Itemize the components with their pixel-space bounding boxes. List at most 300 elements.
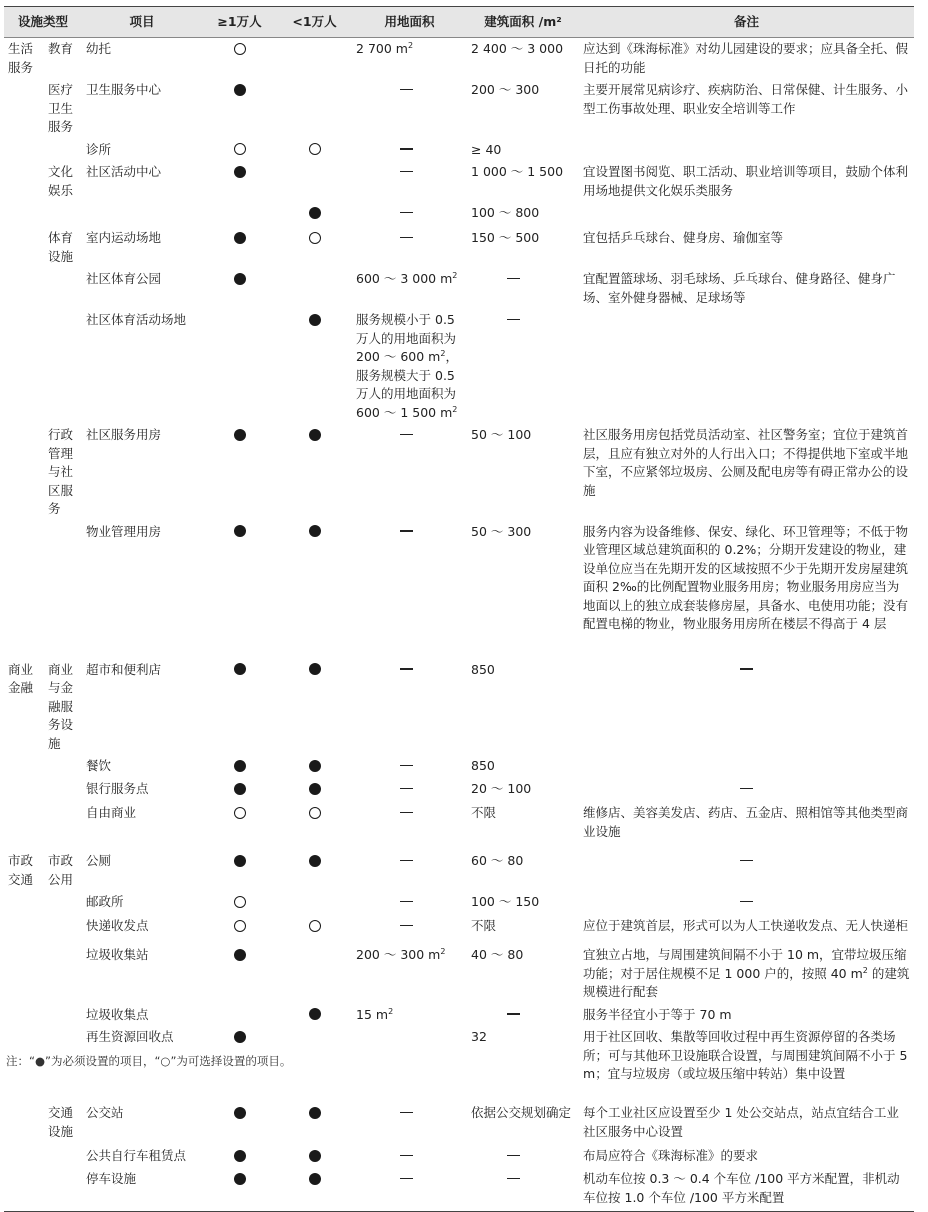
empty-dash <box>400 1155 413 1157</box>
over-10k-cell <box>202 1004 277 1027</box>
item-cell-text: 快递收发点 <box>86 918 149 933</box>
remarks-cell <box>579 38 914 80</box>
header-building-area: 建筑面积 /m² <box>467 7 579 38</box>
item-cell-text: 餐饮 <box>86 758 112 773</box>
empty-dash <box>507 319 520 321</box>
category-cell <box>4 938 44 1004</box>
over-10k-cell <box>202 891 277 915</box>
category-cell <box>4 1145 44 1168</box>
land-area-cell <box>352 268 467 309</box>
over-10k-cell <box>202 227 277 268</box>
under-10k-cell <box>277 915 352 938</box>
table-row <box>4 38 914 80</box>
item-cell-text: 社区体育活动场地 <box>86 312 187 327</box>
table-row <box>4 1168 914 1212</box>
item-cell <box>82 161 202 202</box>
subcategory-cell-text: 医疗卫生服务 <box>48 82 74 134</box>
land-area-cell <box>352 755 467 778</box>
subcategory-cell <box>44 309 82 424</box>
building-area-cell <box>467 202 579 227</box>
item-cell <box>82 1168 202 1212</box>
building-area-cell-text: 100 ～ 150 <box>471 894 540 909</box>
empty-dash <box>740 860 753 862</box>
empty-dash <box>400 925 413 927</box>
table-row <box>4 778 914 802</box>
land-area-cell-text: 2 700 $m^2$ <box>356 40 414 56</box>
category-cell <box>4 1168 44 1212</box>
subcategory-cell-text: 文化娱乐 <box>48 164 74 198</box>
header-over-10k: ≥1万人 <box>202 7 277 38</box>
over-10k-cell <box>202 1168 277 1212</box>
category-cell <box>4 38 44 80</box>
building-area-cell-text: 不限 <box>471 918 497 933</box>
subcategory-cell-text: 体育设施 <box>48 230 74 264</box>
item-cell-text: 公交站 <box>86 1105 124 1120</box>
remarks-cell-text: 维修店、美容美发店、药店、五金店、照相馆等其他类型商业设施 <box>583 805 909 839</box>
building-area-cell <box>467 139 579 162</box>
item-cell <box>82 424 202 521</box>
remarks-cell-text: 用于社区回收、集散等回收过程中再生资源停留的各类场所；可与其他环卫设施联合设置，与周围建筑间隔不小于 5 m；宜与垃圾房（或垃圾压缩中转站）集中设置 <box>583 1029 908 1081</box>
land-area-cell <box>352 309 467 424</box>
required-dot-icon <box>309 429 321 441</box>
remarks-cell-text: 宜独立占地，与周围建筑间隔不小于 10 m，宜带垃圾压缩功能；对于居住规模不足 1 000 户的，按照 40 $m^2$ 的建筑规模进行配套 <box>583 947 910 999</box>
under-10k-cell <box>277 1145 352 1168</box>
subcategory-cell <box>44 139 82 162</box>
required-dot-icon <box>309 663 321 675</box>
category-cell <box>4 891 44 915</box>
item-cell <box>82 1102 202 1145</box>
table-row <box>4 268 914 309</box>
building-area-cell <box>467 1026 579 1102</box>
item-cell <box>82 915 202 938</box>
land-area-cell <box>352 915 467 938</box>
land-area-cell <box>352 1102 467 1145</box>
table-row <box>4 938 914 1004</box>
empty-dash <box>507 1155 520 1157</box>
item-cell-text: 停车设施 <box>86 1171 137 1186</box>
building-area-cell <box>467 915 579 938</box>
empty-dash <box>740 901 753 903</box>
subcategory-cell <box>44 227 82 268</box>
required-dot-icon <box>234 949 246 961</box>
optional-circle-icon <box>234 43 246 55</box>
empty-dash <box>400 668 413 670</box>
under-10k-cell <box>277 309 352 424</box>
remarks-cell-text: 应达到《珠海标准》对幼儿园建设的要求；应具备全托、假日托的功能 <box>583 41 909 75</box>
building-area-cell-text: 40 ～ 80 <box>471 947 524 962</box>
building-area-cell <box>467 38 579 80</box>
remarks-cell <box>579 268 914 309</box>
subcategory-cell <box>44 1145 82 1168</box>
subcategory-cell <box>44 755 82 778</box>
empty-dash <box>740 788 753 790</box>
item-cell <box>82 802 202 844</box>
required-dot-icon <box>309 1107 321 1119</box>
building-area-cell-text: 1 000 ～ 1 500 <box>471 164 564 179</box>
item-cell-text: 卫生服务中心 <box>86 82 162 97</box>
required-dot-icon <box>309 783 321 795</box>
remarks-cell <box>579 79 914 139</box>
category-cell <box>4 521 44 653</box>
remarks-cell <box>579 1026 914 1102</box>
category-cell-text: 商业金融 <box>8 661 34 695</box>
category-cell <box>4 755 44 778</box>
table-row <box>4 891 914 915</box>
subcategory-cell <box>44 161 82 202</box>
category-cell <box>4 1102 44 1145</box>
land-area-cell <box>352 844 467 891</box>
item-cell-text: 自由商业 <box>86 805 137 820</box>
header-remarks: 备注 <box>579 7 914 38</box>
empty-dash <box>400 1112 413 1114</box>
over-10k-cell <box>202 521 277 653</box>
subcategory-cell-text: 商业与金融服务设施 <box>48 661 74 751</box>
building-area-cell-text: 20 ～ 100 <box>471 781 532 796</box>
table-row <box>4 79 914 139</box>
land-area-cell <box>352 424 467 521</box>
empty-dash <box>400 812 413 814</box>
subcategory-cell-text: 市政公用 <box>48 853 74 887</box>
remarks-cell-text: 主要开展常见病诊疗、疾病防治、日常保健、计生服务、小型工伤事故处理、职业安全培训等工作 <box>583 82 909 116</box>
item-cell <box>82 521 202 653</box>
remarks-cell-text: 宜设置图书阅览、职工活动、职业培训等项目，鼓励个体利用场地提供文化娱乐类服务 <box>583 164 909 198</box>
category-cell-text: 市政交通 <box>8 853 34 887</box>
under-10k-cell <box>277 802 352 844</box>
under-10k-cell <box>277 161 352 202</box>
remarks-cell-text: 社区服务用房包括党员活动室、社区警务室；宜位于建筑首层，且应有独立对外的人行出入口；不得提供地下室或半地下室，不应紧邻垃圾房、公厕及配电房等有碍正常办公的设施 <box>583 427 909 498</box>
optional-circle-icon <box>234 896 246 908</box>
subcategory-cell-text: 交通设施 <box>48 1105 74 1139</box>
building-area-cell-text: 2 400 ～ 3 000 <box>471 41 564 56</box>
under-10k-cell <box>277 521 352 653</box>
remarks-cell <box>579 778 914 802</box>
remarks-cell <box>579 653 914 756</box>
table-row <box>4 309 914 424</box>
empty-dash <box>400 901 413 903</box>
category-cell <box>4 1004 44 1027</box>
required-dot-icon <box>309 314 321 326</box>
empty-dash <box>507 1178 520 1180</box>
remarks-cell <box>579 844 914 891</box>
header-category: 设施类型 <box>4 7 82 38</box>
remarks-cell-text: 应位于建筑首层，形式可以为人工快递收发点、无人快递柜 <box>583 918 909 933</box>
required-dot-icon <box>234 1173 246 1185</box>
category-cell <box>4 844 44 891</box>
item-cell-text: 社区服务用房 <box>86 427 162 442</box>
category-cell <box>4 227 44 268</box>
remarks-cell-text: 布局应符合《珠海标准》的要求 <box>583 1148 759 1163</box>
item-cell-text: 物业管理用房 <box>86 523 162 539</box>
category-cell <box>4 915 44 938</box>
remarks-cell <box>579 309 914 424</box>
land-area-cell <box>352 891 467 915</box>
subcategory-cell <box>44 844 82 891</box>
remarks-cell <box>579 915 914 938</box>
category-cell <box>4 79 44 139</box>
required-dot-icon <box>234 232 246 244</box>
required-dot-icon <box>234 783 246 795</box>
subcategory-cell <box>44 653 82 756</box>
building-area-cell <box>467 802 579 844</box>
building-area-cell-text: 50 ～ 300 <box>471 523 532 539</box>
item-cell-text: 垃圾收集点 <box>86 1006 149 1022</box>
remarks-cell <box>579 938 914 1004</box>
subcategory-cell <box>44 521 82 653</box>
remarks-cell <box>579 161 914 202</box>
empty-dash <box>400 860 413 862</box>
building-area-cell <box>467 755 579 778</box>
building-area-cell-text: 32 <box>471 1029 487 1044</box>
item-cell <box>82 938 202 1004</box>
land-area-cell <box>352 202 467 227</box>
item-cell <box>82 653 202 756</box>
item-cell-text: 银行服务点 <box>86 781 149 796</box>
optional-circle-icon <box>309 143 321 155</box>
item-cell <box>82 227 202 268</box>
category-cell <box>4 802 44 844</box>
item-cell-text: 邮政所 <box>86 894 124 909</box>
building-area-cell-text: 850 <box>471 758 495 773</box>
subcategory-cell <box>44 1168 82 1212</box>
building-area-cell <box>467 891 579 915</box>
building-area-cell <box>467 653 579 756</box>
remarks-cell <box>579 1145 914 1168</box>
building-area-cell <box>467 938 579 1004</box>
remarks-cell-text: 机动车位按 0.3 ～ 0.4 个车位 /100 平方米配置，非机动车位按 1.0 个车位 /100 平方米配置 <box>583 1171 900 1205</box>
under-10k-cell <box>277 1102 352 1145</box>
subcategory-cell <box>44 79 82 139</box>
building-area-cell-text: 50 ～ 100 <box>471 427 532 442</box>
building-area-cell <box>467 521 579 653</box>
empty-dash <box>400 765 413 767</box>
over-10k-cell <box>202 1145 277 1168</box>
remarks-cell-text: 宜配置篮球场、羽毛球场、乒乓球台、健身路径、健身广场、室外健身器械、足球场等 <box>583 271 896 305</box>
empty-dash <box>400 89 413 91</box>
under-10k-cell <box>277 778 352 802</box>
over-10k-cell <box>202 161 277 202</box>
table-row <box>4 202 914 227</box>
under-10k-cell <box>277 1004 352 1027</box>
remarks-cell <box>579 755 914 778</box>
optional-circle-icon <box>309 807 321 819</box>
under-10k-cell <box>277 1168 352 1212</box>
required-dot-icon <box>309 1008 321 1020</box>
land-area-cell <box>352 227 467 268</box>
category-cell <box>4 778 44 802</box>
remarks-cell-text: 服务半径宜小于等于 70 m <box>583 1006 732 1022</box>
under-10k-cell <box>277 227 352 268</box>
subcategory-cell <box>44 424 82 521</box>
under-10k-cell <box>277 424 352 521</box>
optional-circle-icon <box>309 920 321 932</box>
item-cell <box>82 139 202 162</box>
item-cell <box>82 38 202 80</box>
item-cell-text: 再生资源回收点 <box>86 1029 174 1044</box>
building-area-cell-text: 不限 <box>471 805 497 820</box>
under-10k-cell <box>277 38 352 80</box>
required-dot-icon <box>234 1107 246 1119</box>
remarks-cell-text: 宜包括乒乓球台、健身房、瑜伽室等 <box>583 230 784 245</box>
building-area-cell <box>467 1168 579 1212</box>
remarks-cell <box>579 1004 914 1027</box>
item-cell <box>82 1145 202 1168</box>
subcategory-cell <box>44 938 82 1004</box>
required-dot-icon <box>234 855 246 867</box>
building-area-cell <box>467 227 579 268</box>
over-10k-cell <box>202 139 277 162</box>
building-area-cell <box>467 1004 579 1027</box>
building-area-cell-text: 依据公交规划确定 <box>471 1105 572 1120</box>
land-area-cell <box>352 161 467 202</box>
category-cell <box>4 268 44 309</box>
building-area-cell-text: ≥ 40 <box>471 141 502 157</box>
remarks-cell <box>579 802 914 844</box>
land-area-cell <box>352 778 467 802</box>
building-area-cell <box>467 309 579 424</box>
under-10k-cell <box>277 268 352 309</box>
table-row <box>4 161 914 202</box>
land-area-cell-text: 200 ～ 300 $m^2$ <box>356 946 446 962</box>
category-cell <box>4 202 44 227</box>
empty-dash <box>400 1178 413 1180</box>
required-dot-icon <box>234 1031 246 1043</box>
building-area-cell-text: 100 ～ 800 <box>471 205 540 220</box>
remarks-cell <box>579 1168 914 1212</box>
table-row <box>4 755 914 778</box>
table-row <box>4 1102 914 1145</box>
building-area-cell <box>467 424 579 521</box>
category-cell <box>4 139 44 162</box>
item-cell-text: 幼托 <box>86 41 112 56</box>
remarks-cell <box>579 227 914 268</box>
empty-dash <box>400 788 413 790</box>
land-area-cell-text: 15 $m^2$ <box>356 1006 394 1022</box>
building-area-cell-text: 200 ～ 300 <box>471 82 540 97</box>
required-dot-icon <box>234 273 246 285</box>
land-area-cell <box>352 802 467 844</box>
item-cell-text: 社区体育公园 <box>86 271 162 286</box>
land-area-cell <box>352 938 467 1004</box>
under-10k-cell <box>277 202 352 227</box>
subcategory-cell <box>44 778 82 802</box>
land-area-cell-text: 服务规模小于 0.5 万人的用地面积为 200 ～ 600 $m^2$，服务规模大于 0.5 万人的用地面积为 600 ～ 1 500 $m^2$ <box>356 312 458 420</box>
land-area-cell <box>352 38 467 80</box>
optional-circle-icon <box>234 807 246 819</box>
over-10k-cell <box>202 424 277 521</box>
under-10k-cell <box>277 891 352 915</box>
required-dot-icon <box>309 1150 321 1162</box>
under-10k-cell <box>277 139 352 162</box>
item-cell <box>82 844 202 891</box>
empty-dash <box>400 434 413 436</box>
table-header-row <box>4 7 914 38</box>
required-dot-icon <box>234 166 246 178</box>
table-row <box>4 424 914 521</box>
under-10k-cell <box>277 938 352 1004</box>
subcategory-cell <box>44 891 82 915</box>
empty-dash <box>740 668 753 670</box>
header-land-area: 用地面积 <box>352 7 467 38</box>
over-10k-cell <box>202 38 277 80</box>
subcategory-cell <box>44 915 82 938</box>
subcategory-cell <box>44 202 82 227</box>
required-dot-icon <box>309 1173 321 1185</box>
under-10k-cell <box>277 653 352 756</box>
required-dot-icon <box>234 1150 246 1162</box>
land-area-cell-text: 600 ～ 3 000 $m^2$ <box>356 270 458 286</box>
subcategory-cell <box>44 268 82 309</box>
required-dot-icon <box>234 429 246 441</box>
item-cell <box>82 79 202 139</box>
item-cell-text: 诊所 <box>86 141 112 157</box>
subcategory-cell <box>44 802 82 844</box>
item-cell-text: 室内运动场地 <box>86 230 162 245</box>
item-cell <box>82 202 202 227</box>
building-area-cell <box>467 778 579 802</box>
over-10k-cell <box>202 755 277 778</box>
category-cell <box>4 424 44 521</box>
subcategory-cell-text: 行政管理与社区服务 <box>48 427 74 516</box>
land-area-cell <box>352 521 467 653</box>
building-area-cell <box>467 268 579 309</box>
item-cell-text: 垃圾收集站 <box>86 947 149 962</box>
category-cell-text: 生活服务 <box>8 41 34 75</box>
over-10k-cell <box>202 309 277 424</box>
header-item: 项目 <box>82 7 202 38</box>
table-row <box>4 915 914 938</box>
footnote: 注：“●”为必须设置的项目，“○”为可选择设置的项目。 <box>6 1054 292 1068</box>
over-10k-cell <box>202 268 277 309</box>
land-area-cell <box>352 1168 467 1212</box>
item-cell-text: 超市和便利店 <box>86 661 162 677</box>
empty-dash <box>400 212 413 214</box>
under-10k-cell <box>277 755 352 778</box>
table-row <box>4 653 914 756</box>
facility-table <box>4 6 914 1212</box>
required-dot-icon <box>234 525 246 537</box>
empty-dash <box>507 1013 520 1015</box>
empty-dash <box>400 148 413 150</box>
required-dot-icon <box>309 525 321 537</box>
item-cell-text: 社区活动中心 <box>86 164 162 179</box>
item-cell-text: 公厕 <box>86 853 112 868</box>
building-area-cell-text: 850 <box>471 661 495 677</box>
remarks-cell <box>579 202 914 227</box>
empty-dash <box>400 237 413 239</box>
optional-circle-icon <box>234 143 246 155</box>
land-area-cell <box>352 1026 467 1102</box>
building-area-cell-text: 60 ～ 80 <box>471 853 524 868</box>
building-area-cell <box>467 1102 579 1145</box>
remarks-cell-text: 每个工业社区应设置至少 1 处公交站点，站点宜结合工业社区服务中心设置 <box>583 1105 899 1139</box>
remarks-cell <box>579 424 914 521</box>
building-area-cell-text: 150 ～ 500 <box>471 230 540 245</box>
required-dot-icon <box>309 855 321 867</box>
required-dot-icon <box>234 663 246 675</box>
subcategory-cell <box>44 1004 82 1027</box>
table-row <box>4 521 914 653</box>
item-cell <box>82 891 202 915</box>
subcategory-cell <box>44 1102 82 1145</box>
land-area-cell <box>352 139 467 162</box>
empty-dash <box>400 530 413 532</box>
building-area-cell <box>467 161 579 202</box>
table-row <box>4 1145 914 1168</box>
over-10k-cell <box>202 844 277 891</box>
under-10k-cell <box>277 79 352 139</box>
item-cell <box>82 309 202 424</box>
over-10k-cell <box>202 778 277 802</box>
